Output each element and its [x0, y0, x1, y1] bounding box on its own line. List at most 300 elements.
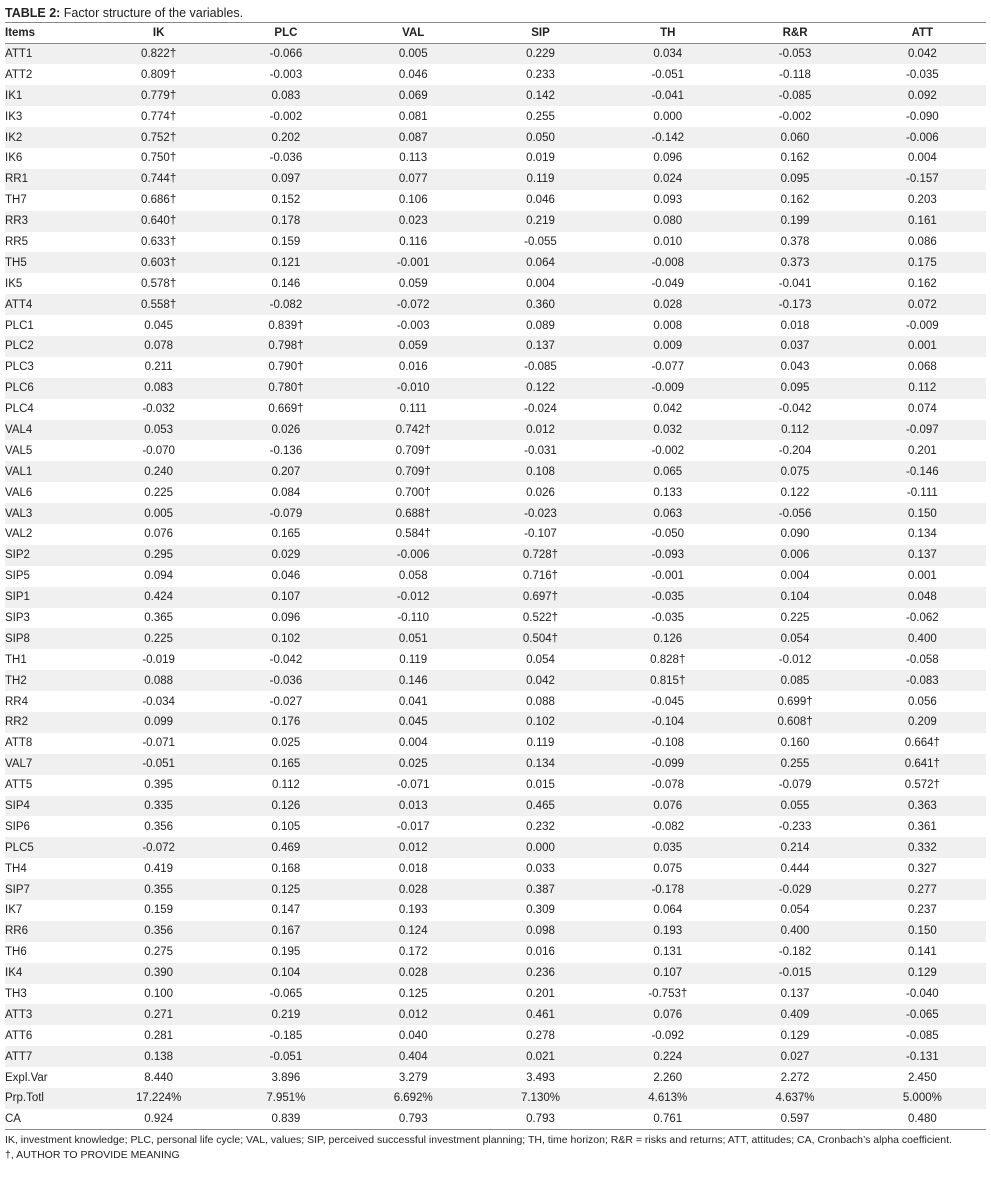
row-label: RR4 — [5, 695, 29, 708]
table-cell: 0.042 — [526, 674, 555, 687]
row-label: IK7 — [5, 904, 23, 917]
table-cell: 0.159 — [271, 235, 301, 248]
table-cell: -0.036 — [269, 674, 303, 687]
table-cell: 0.774† — [141, 110, 177, 123]
table-row — [5, 357, 986, 378]
table-row — [5, 106, 986, 127]
table-row — [5, 670, 986, 691]
table-cell: 0.098 — [526, 925, 555, 938]
table-row — [5, 378, 986, 399]
table-cell: -0.104 — [651, 716, 685, 729]
table-cell: -0.006 — [906, 131, 939, 144]
table-cell: -0.010 — [396, 382, 430, 395]
table-cell: -0.017 — [396, 820, 430, 833]
table-cell: 0.093 — [653, 194, 683, 207]
table-cell: 0.048 — [907, 591, 937, 604]
table-cell: 0.504† — [522, 632, 559, 645]
table-cell: 0.750† — [141, 152, 177, 165]
table-cell: -0.024 — [524, 403, 557, 416]
table-cell: 0.178 — [271, 215, 301, 228]
table-cell: 0.697† — [522, 591, 559, 604]
table-cell: 0.065 — [653, 465, 683, 478]
table-cell: 0.012 — [398, 841, 428, 854]
table-cell: 0.018 — [780, 319, 810, 332]
row-label: TH5 — [5, 256, 27, 269]
table-cell: 8.440 — [144, 1071, 174, 1084]
table-row — [5, 1046, 986, 1067]
table-cell: 0.400 — [780, 925, 810, 938]
table-cell: 0.119 — [526, 737, 555, 750]
row-label: RR5 — [5, 235, 29, 248]
table-cell: 0.236 — [526, 967, 555, 980]
table-cell: 0.271 — [144, 1008, 174, 1021]
table-caption — [5, 5, 986, 22]
table-cell: 0.015 — [526, 779, 555, 792]
table-cell: -0.065 — [269, 988, 303, 1001]
table-cell: 0.225 — [144, 632, 174, 645]
table-row — [5, 628, 986, 649]
column-header-sip: SIP — [531, 27, 550, 39]
table-cell: -0.015 — [778, 967, 812, 980]
table-cell: 0.035 — [653, 841, 683, 854]
table-cell: 0.107 — [653, 967, 683, 980]
table-cell: 0.133 — [653, 486, 683, 499]
table-cell: 0.790† — [268, 361, 304, 374]
table-cell: 0.125 — [271, 883, 301, 896]
table-cell: -0.049 — [651, 277, 685, 290]
table-cell: 0.363 — [907, 800, 937, 812]
table-row — [5, 984, 986, 1005]
table-cell: -0.050 — [651, 528, 685, 541]
table-cell: 0.131 — [653, 946, 683, 959]
table-cell: 0.122 — [526, 382, 555, 395]
table-cell: 0.669† — [268, 403, 304, 416]
row-label: Expl.Var — [5, 1071, 48, 1084]
table-cell: 0.278 — [526, 1029, 555, 1042]
table-cell: 2.260 — [653, 1071, 683, 1084]
table-cell: 0.709† — [395, 444, 431, 457]
table-cell: -0.097 — [906, 423, 939, 436]
table-cell: 0.016 — [398, 361, 428, 374]
table-cell: -0.027 — [269, 695, 303, 708]
table-cell: 0.608† — [777, 716, 813, 729]
table-cell: -0.009 — [906, 319, 939, 332]
table-cell: 0.232 — [526, 820, 555, 833]
table-cell: 0.137 — [526, 340, 555, 353]
table-cell: 0.126 — [271, 800, 301, 812]
row-label: SIP7 — [5, 883, 30, 896]
row-label: IK4 — [5, 967, 23, 980]
table-cell: -0.012 — [396, 591, 430, 604]
table-cell: -0.178 — [651, 883, 685, 896]
row-label: VAL3 — [5, 507, 33, 520]
table-cell: 0.059 — [398, 277, 428, 290]
table-cell: 0.578† — [141, 277, 177, 290]
table-cell: 0.045 — [144, 319, 174, 332]
row-label: ATT3 — [5, 1008, 33, 1021]
table-cell: -0.006 — [396, 549, 430, 562]
table-cell: 0.603† — [141, 256, 177, 269]
table-cell: 0.108 — [526, 465, 555, 478]
table-cell: 0.075 — [780, 465, 810, 478]
column-header-r-r: R&R — [782, 27, 808, 39]
table-cell: 0.255 — [780, 758, 810, 771]
table-cell: 0.444 — [780, 862, 810, 875]
table-cell: -0.023 — [524, 507, 557, 520]
caption-label: TABLE 2: — [5, 6, 61, 20]
table-cell: 4.637% — [775, 1092, 815, 1105]
table-cell: 0.137 — [780, 988, 810, 1001]
table-cell: -0.002 — [269, 110, 303, 123]
row-label: TH6 — [5, 946, 27, 959]
table-cell: 0.122 — [780, 486, 810, 499]
row-label: PLC4 — [5, 403, 34, 416]
table-cell: 0.203 — [907, 194, 937, 207]
table-row — [5, 775, 986, 796]
table-row — [5, 712, 986, 733]
table-cell: 0.159 — [144, 904, 174, 917]
table-cell: -0.146 — [906, 465, 939, 478]
table-cell: 0.309 — [526, 904, 555, 917]
table-cell: 0.202 — [271, 131, 301, 144]
table-cell: 0.053 — [144, 423, 174, 436]
table-cell: 0.026 — [526, 486, 555, 499]
row-label: SIP1 — [5, 591, 30, 604]
table-cell: 0.584† — [395, 528, 431, 541]
table-cell: -0.072 — [396, 298, 430, 311]
table-row — [5, 440, 986, 461]
table-cell: 7.130% — [520, 1092, 560, 1105]
table-cell: 2.272 — [780, 1071, 810, 1084]
table-cell: 0.063 — [653, 507, 683, 520]
table-cell: 0.146 — [271, 277, 301, 290]
table-cell: 0.129 — [907, 967, 937, 980]
table-cell: -0.085 — [524, 361, 557, 374]
table-cell: 0.152 — [271, 194, 301, 207]
table-cell: 5.000% — [902, 1092, 942, 1105]
table-cell: 3.279 — [398, 1071, 428, 1084]
table-cell: -0.185 — [269, 1029, 303, 1042]
table-cell: 0.081 — [398, 110, 428, 123]
table-cell: 0.096 — [271, 611, 301, 624]
table-cell: 0.165 — [271, 758, 301, 771]
caption-text: Factor structure of the variables. — [60, 6, 244, 20]
table-cell: -0.099 — [651, 758, 685, 771]
row-label: TH7 — [5, 194, 27, 207]
table-row — [5, 252, 986, 273]
table-cell: 0.113 — [399, 152, 428, 165]
table-cell: -0.079 — [778, 779, 812, 792]
table-cell: -0.045 — [651, 695, 685, 708]
table-cell: 0.054 — [780, 632, 810, 645]
table-cell: 0.219 — [271, 1008, 301, 1021]
table-cell: 0.779† — [141, 89, 177, 102]
table-cell: -0.042 — [269, 653, 303, 666]
table-cell: 0.084 — [271, 486, 301, 499]
table-cell: 0.068 — [907, 361, 937, 374]
table-cell: 0.395 — [144, 779, 174, 792]
table-cell: 0.087 — [398, 131, 428, 144]
table-cell: 0.390 — [144, 967, 174, 980]
factor-structure-table — [5, 22, 986, 1130]
row-label: ATT7 — [5, 1050, 33, 1063]
document — [5, 0, 986, 1162]
table-cell: -0.233 — [778, 820, 812, 833]
table-cell: 0.686† — [141, 194, 177, 207]
table-cell: 0.064 — [653, 904, 683, 917]
table-cell: 0.013 — [398, 800, 428, 812]
table-cell: 7.951% — [266, 1092, 306, 1105]
table-cell: -0.019 — [142, 653, 175, 666]
table-cell: 0.175 — [907, 256, 937, 269]
row-label: IK6 — [5, 152, 23, 165]
row-label: ATT4 — [5, 298, 33, 311]
column-header-plc: PLC — [274, 27, 298, 39]
table-cell: 0.558† — [141, 298, 177, 311]
table-cell: 0.780† — [268, 382, 304, 395]
row-label: RR6 — [5, 925, 29, 938]
table-cell: 0.225 — [144, 486, 174, 499]
table-row — [5, 1025, 986, 1046]
table-cell: 0.281 — [144, 1029, 174, 1042]
table-cell: -0.082 — [651, 820, 685, 833]
table-cell: 0.150 — [907, 507, 937, 520]
table-footnotes — [5, 1134, 986, 1162]
table-cell: 0.094 — [144, 570, 174, 583]
table-cell: -0.085 — [906, 1029, 939, 1042]
table-cell: 0.078 — [144, 340, 174, 353]
table-cell: 0.004 — [398, 737, 428, 750]
table-cell: 0.168 — [271, 862, 301, 875]
row-label: TH4 — [5, 862, 27, 875]
table-cell: 0.083 — [271, 89, 301, 102]
table-cell: 0.018 — [398, 862, 428, 875]
table-cell: -0.003 — [269, 68, 303, 81]
table-row — [5, 1067, 986, 1088]
table-cell: -0.053 — [778, 48, 812, 61]
table-cell: 0.141 — [907, 946, 937, 959]
table-cell: 0.839 — [271, 1113, 301, 1126]
table-cell: -0.036 — [269, 152, 303, 165]
table-row — [5, 754, 986, 775]
table-cell: -0.066 — [269, 48, 303, 61]
table-cell: 0.010 — [653, 235, 683, 248]
table-cell: 0.095 — [780, 382, 810, 395]
table-cell: 0.004 — [526, 277, 555, 290]
table-cell: 0.033 — [526, 862, 555, 875]
row-label: IK5 — [5, 277, 23, 290]
table-cell: 0.195 — [271, 946, 301, 959]
table-cell: 0.142 — [526, 89, 555, 102]
table-cell: -0.079 — [269, 507, 303, 520]
table-cell: 0.924 — [144, 1113, 174, 1126]
table-cell: 0.000 — [526, 841, 555, 854]
table-cell: 0.815† — [650, 674, 686, 687]
table-row — [5, 461, 986, 482]
table-cell: 0.327 — [907, 862, 937, 875]
column-header-ik: IK — [152, 27, 165, 39]
table-cell: 0.240 — [144, 465, 174, 478]
table-cell: 0.822† — [141, 48, 177, 61]
table-cell: 0.193 — [653, 925, 683, 938]
table-cell: 0.793 — [526, 1113, 555, 1126]
table-cell: 0.201 — [907, 444, 937, 457]
table-cell: 0.092 — [907, 89, 937, 102]
table-cell: 17.224% — [135, 1092, 182, 1105]
table-cell: 0.025 — [398, 758, 428, 771]
row-label: SIP2 — [5, 549, 30, 562]
table-row — [5, 64, 986, 85]
table-cell: 0.077 — [398, 173, 428, 186]
table-row — [5, 816, 986, 837]
table-cell: 0.688† — [395, 507, 431, 520]
table-row — [5, 796, 986, 817]
table-cell: 0.104 — [780, 591, 810, 604]
table-row — [5, 649, 986, 670]
row-label: SIP8 — [5, 632, 30, 645]
table-cell: -0.002 — [651, 444, 685, 457]
column-header-att: ATT — [911, 27, 934, 39]
table-cell: 0.004 — [780, 570, 810, 583]
table-cell: 0.161 — [907, 215, 937, 228]
row-label: PLC5 — [5, 841, 34, 854]
row-label: VAL2 — [5, 528, 33, 541]
table-cell: 0.365 — [144, 611, 174, 624]
table-row — [5, 211, 986, 232]
row-label: TH1 — [5, 653, 27, 666]
table-cell: 0.469 — [271, 841, 301, 854]
table-cell: 0.028 — [653, 298, 683, 311]
table-row — [5, 315, 986, 336]
table-cell: 0.086 — [907, 235, 937, 248]
table-cell: -0.035 — [651, 611, 685, 624]
table-cell: 0.752† — [141, 131, 177, 144]
table-cell: 0.076 — [653, 800, 683, 812]
table-cell: 0.088 — [526, 695, 555, 708]
table-cell: 0.059 — [398, 340, 428, 353]
table-row — [5, 963, 986, 984]
table-row — [5, 1088, 986, 1109]
table-cell: 0.277 — [907, 883, 937, 896]
table-row — [5, 566, 986, 587]
table-cell: 0.064 — [526, 256, 555, 269]
row-label: ATT8 — [5, 737, 33, 750]
table-cell: 0.029 — [271, 549, 301, 562]
table-cell: 0.046 — [271, 570, 301, 583]
table-cell: 0.000 — [653, 110, 683, 123]
table-cell: 0.102 — [526, 716, 555, 729]
table-cell: -0.041 — [778, 277, 812, 290]
table-cell: 0.112 — [781, 423, 810, 436]
table-cell: 0.111 — [399, 403, 427, 416]
row-label: PLC3 — [5, 361, 34, 374]
table-cell: 0.046 — [398, 68, 428, 81]
table-cell: 0.051 — [398, 632, 428, 645]
table-cell: 0.046 — [526, 194, 555, 207]
table-cell: 3.896 — [271, 1071, 301, 1084]
row-label: RR2 — [5, 716, 29, 729]
row-label: IK1 — [5, 89, 23, 102]
table-cell: 0.076 — [653, 1008, 683, 1021]
table-row — [5, 879, 986, 900]
table-cell: 0.219 — [526, 215, 555, 228]
table-cell: 0.080 — [653, 215, 683, 228]
table-cell: 0.225 — [780, 611, 810, 624]
table-cell: 0.085 — [780, 674, 810, 687]
table-cell: 0.055 — [780, 800, 810, 812]
table-cell: 0.176 — [271, 716, 301, 729]
table-row — [5, 399, 986, 420]
table-cell: -0.035 — [651, 591, 685, 604]
table-cell: 0.028 — [398, 883, 428, 896]
table-cell: -0.092 — [651, 1029, 685, 1042]
table-cell: -0.136 — [269, 444, 303, 457]
row-label: ATT2 — [5, 68, 33, 81]
row-label: RR1 — [5, 173, 29, 186]
table-cell: 0.522† — [522, 611, 559, 624]
row-label: ATT6 — [5, 1029, 33, 1042]
table-cell: 0.461 — [526, 1008, 555, 1021]
table-cell: 0.016 — [526, 946, 555, 959]
table-cell: -0.204 — [778, 444, 812, 457]
table-cell: 0.042 — [907, 48, 937, 61]
table-cell: -0.085 — [778, 89, 812, 102]
table-cell: 0.012 — [526, 423, 555, 436]
table-row — [5, 44, 986, 65]
table-cell: 0.237 — [907, 904, 937, 917]
table-cell: -0.157 — [906, 173, 939, 186]
table-cell: 0.839† — [268, 319, 304, 332]
table-cell: 0.089 — [526, 319, 555, 332]
table-cell: -0.062 — [906, 611, 939, 624]
table-cell: 0.026 — [271, 423, 301, 436]
row-label: VAL1 — [5, 465, 33, 478]
table-cell: -0.056 — [778, 507, 812, 520]
row-label: VAL7 — [5, 758, 33, 771]
table-cell: 0.162 — [907, 277, 937, 290]
table-cell: 0.480 — [907, 1113, 937, 1126]
table-cell: -0.040 — [906, 988, 939, 1001]
table-cell: 0.134 — [907, 528, 937, 541]
table-cell: 0.229 — [526, 48, 555, 61]
table-cell: -0.065 — [906, 1008, 939, 1021]
table-cell: -0.042 — [778, 403, 812, 416]
table-cell: 0.090 — [780, 528, 810, 541]
table-cell: 0.042 — [653, 403, 683, 416]
table-cell: -0.142 — [651, 131, 685, 144]
table-cell: -0.108 — [651, 737, 685, 750]
table-cell: 0.201 — [526, 988, 555, 1001]
table-cell: 0.640† — [141, 215, 177, 228]
table-cell: 0.709† — [395, 465, 431, 478]
table-cell: 0.355 — [144, 883, 174, 896]
table-row — [5, 127, 986, 148]
table-cell: 0.058 — [398, 570, 428, 583]
table-row — [5, 524, 986, 545]
table-cell: 0.075 — [653, 862, 683, 875]
table-row — [5, 169, 986, 190]
table-cell: 0.027 — [780, 1050, 810, 1063]
table-cell: 0.146 — [398, 674, 428, 687]
table-row — [5, 1004, 986, 1025]
table-cell: 0.373 — [780, 256, 810, 269]
table-cell: -0.031 — [524, 444, 557, 457]
table-cell: 0.083 — [144, 382, 174, 395]
table-cell: 0.119 — [526, 173, 555, 186]
table-cell: 0.700† — [395, 486, 431, 499]
row-label: SIP3 — [5, 611, 30, 624]
table-cell: -0.001 — [396, 256, 430, 269]
